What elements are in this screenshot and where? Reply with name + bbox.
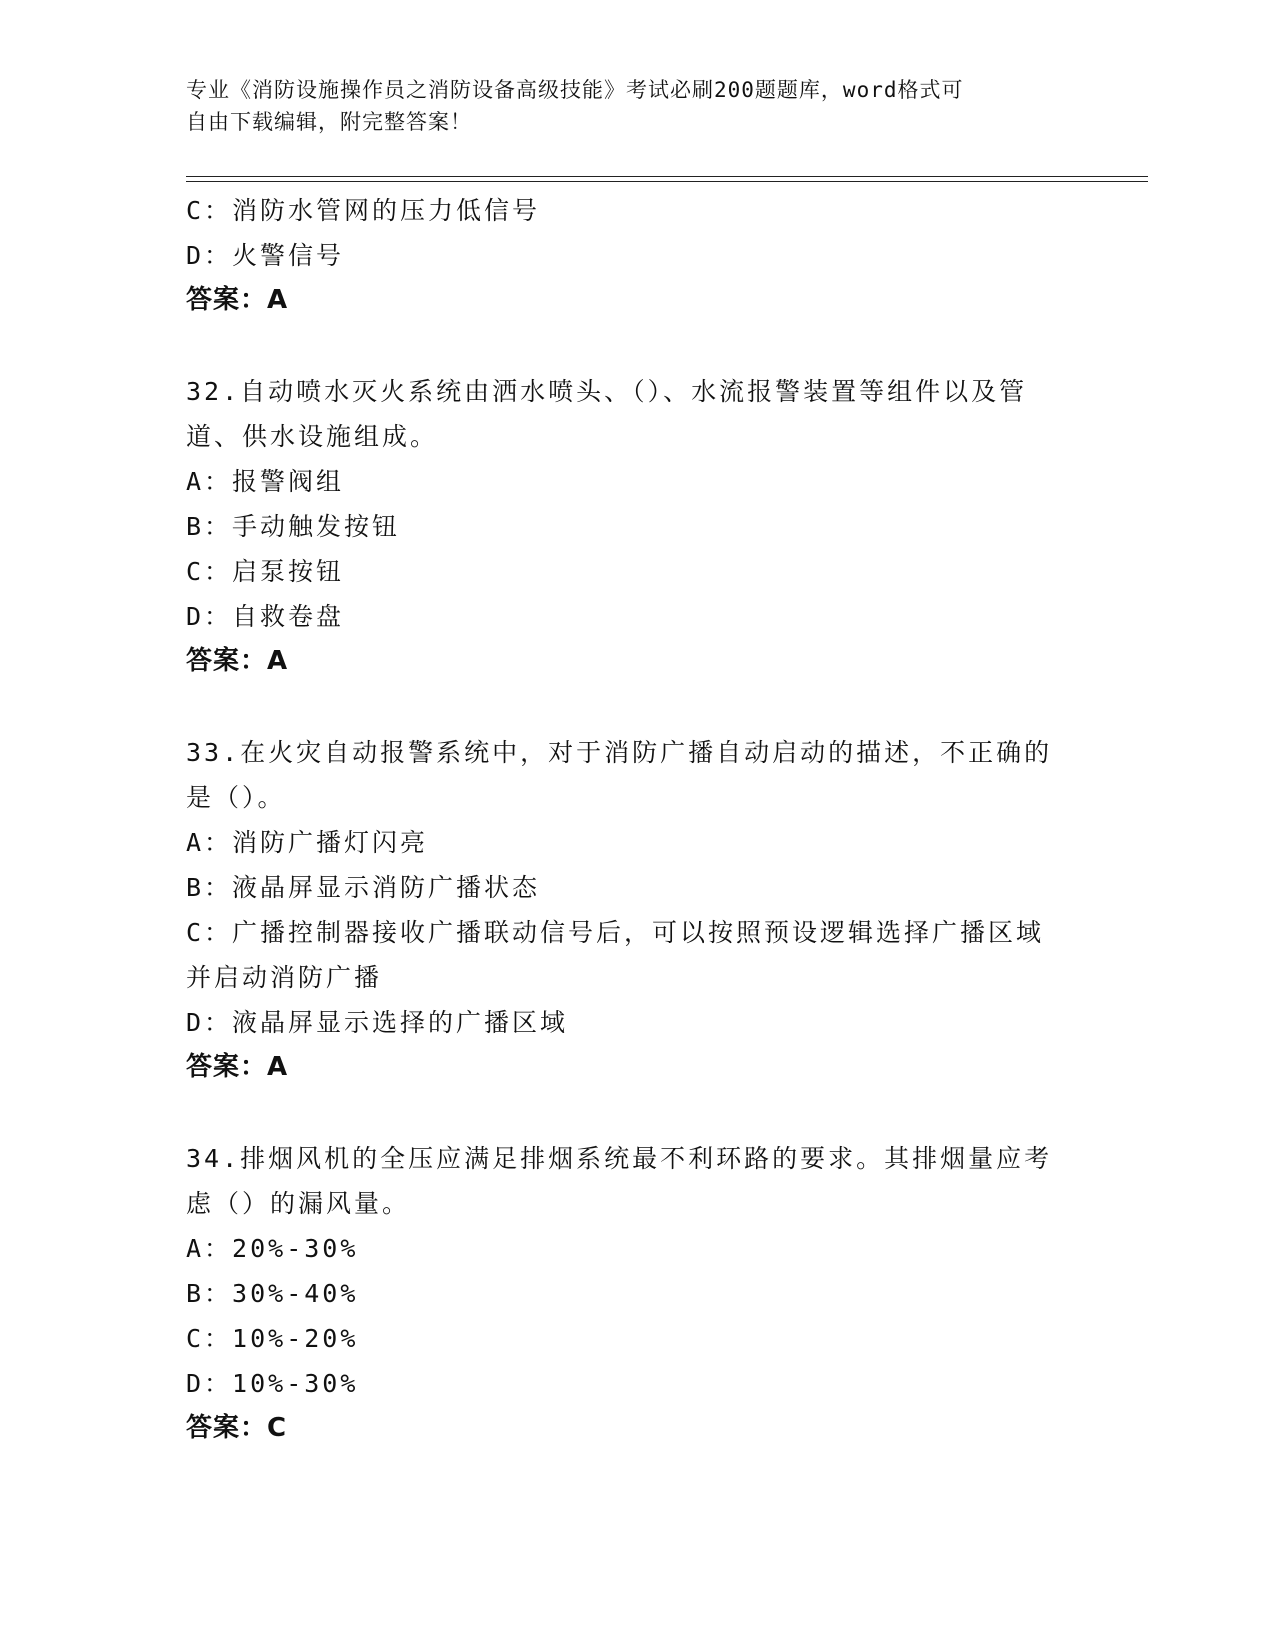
document-header <box>186 74 1066 138</box>
option-a: A：报警阀组 <box>186 467 345 496</box>
answer: 答案：C <box>186 1413 288 1443</box>
answer: 答案：A <box>186 285 289 315</box>
question-stem-line2: 道、供水设施组成。 <box>186 422 439 451</box>
option-d: D：自救卷盘 <box>186 602 345 631</box>
option-c-line1: C：广播控制器接收广播联动信号后，可以按照预设逻辑选择广播区域 <box>186 918 1045 947</box>
question-33 <box>186 730 1066 1090</box>
option-a: A：20%-30% <box>186 1234 359 1263</box>
option-c-line2: 并启动消防广播 <box>186 963 383 992</box>
option-d: D：火警信号 <box>186 241 345 270</box>
answer: 答案：A <box>186 646 289 676</box>
answer: 答案：A <box>186 1052 289 1082</box>
question-stem-line2: 虑（）的漏风量。 <box>186 1189 411 1218</box>
question-stem-line1: 34.排烟风机的全压应满足排烟系统最不利环路的要求。其排烟量应考 <box>186 1144 1053 1173</box>
question-stem-line2: 是（）。 <box>186 783 286 812</box>
question-32 <box>186 369 1066 684</box>
option-a: A：消防广播灯闪亮 <box>186 828 429 857</box>
option-b: B：液晶屏显示消防广播状态 <box>186 873 541 902</box>
question-34 <box>186 1136 1066 1451</box>
option-b: B：30%-40% <box>186 1279 359 1308</box>
spacer <box>186 1090 1066 1136</box>
document-body <box>186 188 1066 1451</box>
option-c: C：消防水管网的压力低信号 <box>186 196 541 225</box>
option-c: C：启泵按钮 <box>186 557 345 586</box>
header-divider-top <box>186 176 1148 177</box>
option-d: D：10%-30% <box>186 1369 359 1398</box>
question-31 <box>186 188 1066 323</box>
question-stem-line1: 33.在火灾自动报警系统中，对于消防广播自动启动的描述，不正确的 <box>186 738 1053 767</box>
option-b: B：手动触发按钮 <box>186 512 401 541</box>
spacer <box>186 323 1066 369</box>
header-title-line2: 自由下载编辑，附完整答案！ <box>186 110 472 134</box>
option-d: D：液晶屏显示选择的广播区域 <box>186 1008 569 1037</box>
spacer <box>186 684 1066 730</box>
header-divider-bottom <box>186 181 1148 182</box>
option-c: C：10%-20% <box>186 1324 359 1353</box>
question-stem-line1: 32.自动喷水灭火系统由洒水喷头、（）、水流报警装置等组件以及管 <box>186 377 1028 406</box>
header-title-line1: 专业《消防设施操作员之消防设备高级技能》考试必刷200题题库，word格式可 <box>186 78 964 102</box>
